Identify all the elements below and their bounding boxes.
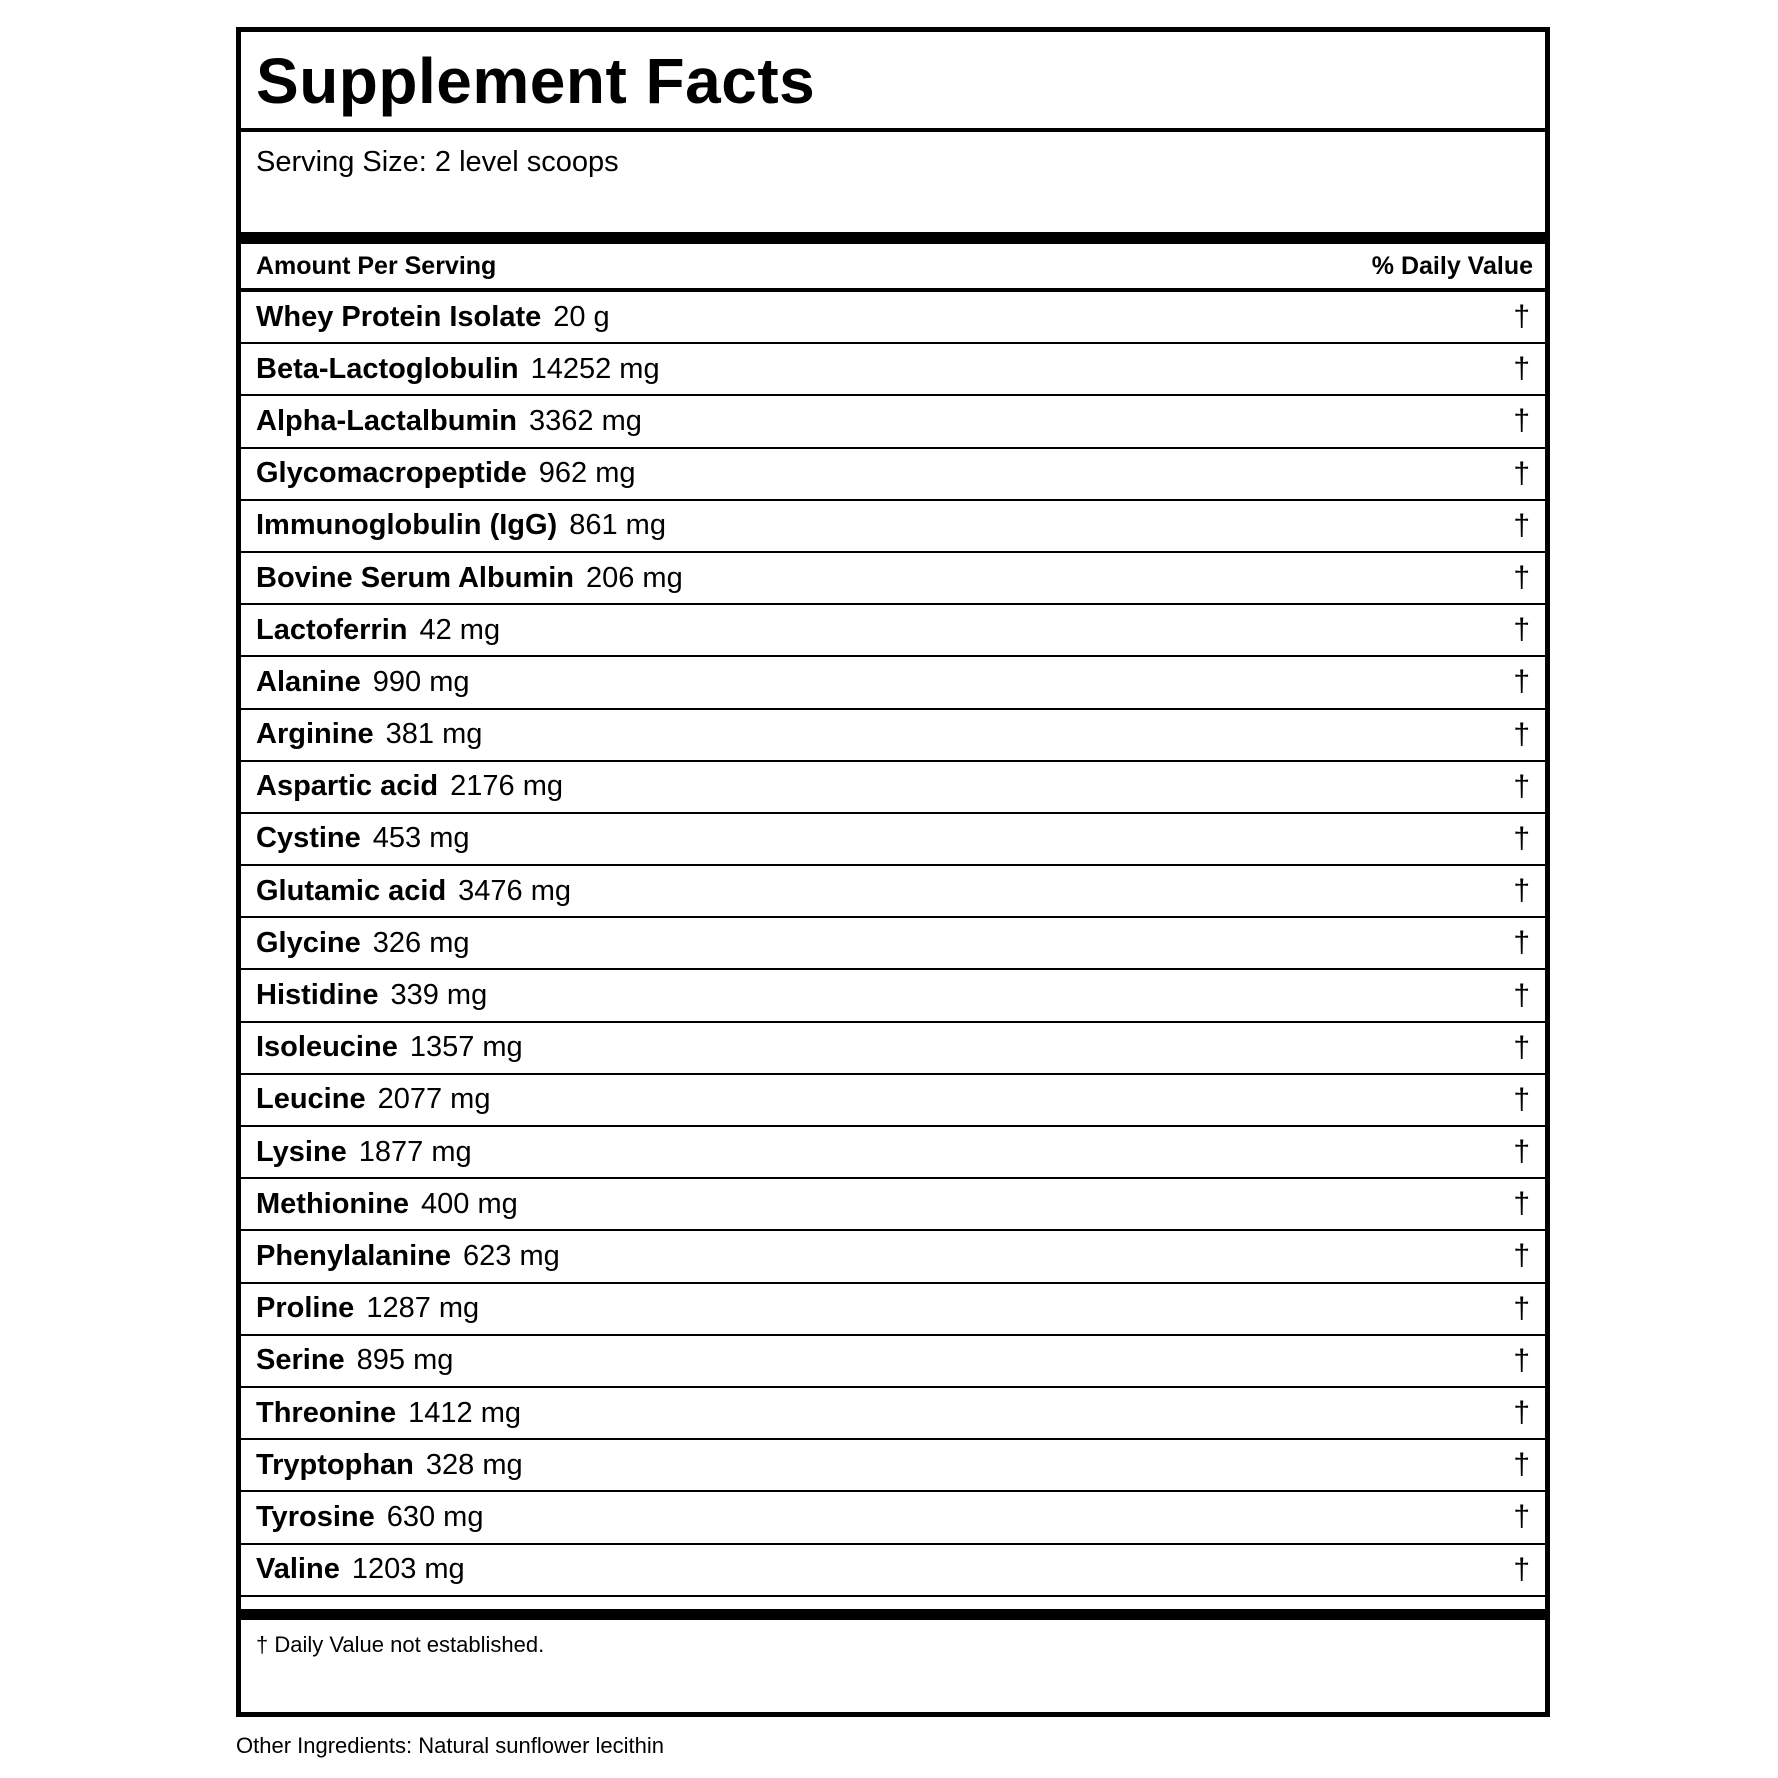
nutrient-row — [241, 449, 1545, 501]
nutrient-name: Arginine — [256, 718, 374, 751]
daily-value-dagger: † — [1513, 1500, 1530, 1534]
nutrient-label — [256, 770, 563, 803]
nutrient-label — [256, 509, 666, 542]
nutrient-label — [256, 1188, 518, 1221]
footnote: † Daily Value not established. — [256, 1631, 545, 1657]
divider-thick-top — [241, 232, 1545, 244]
daily-value-dagger: † — [1513, 1239, 1530, 1273]
daily-value-dagger: † — [1513, 1552, 1530, 1586]
other-ingredients: Other Ingredients: Natural sunflower lecithin — [236, 1733, 664, 1758]
daily-value-dagger: † — [1513, 874, 1530, 908]
nutrient-row — [241, 1492, 1545, 1544]
nutrient-row — [241, 396, 1545, 448]
daily-value-dagger: † — [1513, 717, 1530, 751]
nutrient-row — [241, 1388, 1545, 1440]
nutrient-name: Methionine — [256, 1187, 410, 1220]
nutrient-row — [241, 292, 1545, 344]
nutrient-amount: 990 mg — [372, 665, 470, 698]
nutrient-row — [241, 1336, 1545, 1388]
nutrient-amount: 339 mg — [390, 979, 488, 1012]
nutrient-name: Valine — [256, 1553, 340, 1586]
daily-value-dagger: † — [1513, 1291, 1530, 1325]
nutrient-name: Phenylalanine — [256, 1239, 452, 1272]
nutrient-row — [241, 344, 1545, 396]
daily-value-dagger: † — [1513, 1082, 1530, 1116]
daily-value-dagger: † — [1513, 1187, 1530, 1221]
amount-per-serving-header: Amount Per Serving — [256, 251, 497, 280]
nutrient-label — [256, 614, 500, 647]
supplement-facts-panel — [236, 27, 1550, 1717]
nutrient-row — [241, 553, 1545, 605]
nutrient-amount: 381 mg — [385, 718, 483, 751]
nutrient-amount: 895 mg — [356, 1344, 454, 1377]
nutrient-label — [256, 1240, 560, 1273]
daily-value-dagger: † — [1513, 352, 1530, 386]
nutrient-amount: 20 g — [553, 300, 610, 333]
spacer-row — [241, 1597, 1545, 1609]
nutrient-name: Isoleucine — [256, 1031, 398, 1064]
nutrient-name: Threonine — [256, 1396, 397, 1429]
daily-value-dagger: † — [1513, 1448, 1530, 1482]
daily-value-header: % Daily Value — [1371, 251, 1533, 280]
nutrient-amount: 2077 mg — [377, 1083, 491, 1116]
nutrient-amount: 14252 mg — [530, 352, 660, 385]
daily-value-dagger: † — [1513, 665, 1530, 699]
nutrient-name: Glycomacropeptide — [256, 457, 527, 490]
daily-value-dagger: † — [1513, 1135, 1530, 1169]
nutrient-name: Aspartic acid — [256, 770, 439, 803]
nutrient-row — [241, 1179, 1545, 1231]
nutrient-label — [256, 353, 660, 386]
nutrient-amount: 1357 mg — [409, 1031, 523, 1064]
daily-value-dagger: † — [1513, 508, 1530, 542]
nutrient-label — [256, 666, 469, 699]
nutrient-name: Immunoglobulin (IgG) — [256, 509, 558, 542]
nutrient-row — [241, 866, 1545, 918]
daily-value-dagger: † — [1513, 300, 1530, 334]
nutrient-name: Histidine — [256, 979, 379, 1012]
nutrient-label — [256, 1136, 472, 1169]
daily-value-dagger: † — [1513, 1030, 1530, 1064]
nutrient-row — [241, 918, 1545, 970]
nutrient-amount: 328 mg — [425, 1448, 523, 1481]
nutrient-amount: 3476 mg — [458, 874, 572, 907]
nutrient-label — [256, 1083, 490, 1116]
nutrient-list — [241, 292, 1545, 1597]
nutrient-amount: 861 mg — [569, 509, 666, 542]
nutrient-label — [256, 301, 610, 334]
nutrient-amount: 962 mg — [538, 457, 636, 490]
nutrient-name: Tryptophan — [256, 1448, 414, 1481]
serving-size: Serving Size: 2 level scoops — [256, 146, 619, 178]
daily-value-dagger: † — [1513, 926, 1530, 960]
daily-value-dagger: † — [1513, 613, 1530, 647]
nutrient-name: Serine — [256, 1344, 345, 1377]
nutrient-label — [256, 1449, 523, 1482]
nutrient-name: Beta-Lactoglobulin — [256, 352, 519, 385]
nutrient-label — [256, 1397, 521, 1430]
nutrient-label — [256, 927, 470, 960]
panel-title: Supplement Facts — [256, 45, 816, 117]
nutrient-amount: 3362 mg — [529, 404, 642, 437]
nutrient-amount: 1877 mg — [358, 1135, 472, 1168]
nutrient-name: Glutamic acid — [256, 874, 447, 907]
nutrient-amount: 42 mg — [419, 613, 501, 646]
nutrient-row — [241, 1075, 1545, 1127]
nutrient-label — [256, 1501, 483, 1534]
nutrient-name: Cystine — [256, 822, 361, 855]
nutrient-row — [241, 970, 1545, 1022]
nutrient-amount: 623 mg — [463, 1239, 560, 1272]
daily-value-dagger: † — [1513, 978, 1530, 1012]
nutrient-name: Alanine — [256, 665, 361, 698]
nutrient-amount: 1412 mg — [408, 1396, 522, 1429]
nutrient-amount: 326 mg — [372, 926, 470, 959]
nutrient-label — [256, 405, 642, 438]
nutrient-row — [241, 710, 1545, 762]
nutrient-row — [241, 1440, 1545, 1492]
title-row — [241, 32, 1545, 132]
nutrient-row — [241, 501, 1545, 553]
nutrient-label — [256, 1553, 465, 1586]
nutrient-label — [256, 562, 683, 595]
nutrient-label — [256, 875, 571, 908]
nutrient-name: Tyrosine — [256, 1500, 375, 1533]
divider-thick-bottom — [241, 1609, 1545, 1620]
nutrient-row — [241, 1545, 1545, 1597]
nutrient-name: Lysine — [256, 1135, 347, 1168]
nutrient-amount: 630 mg — [386, 1500, 484, 1533]
nutrient-amount: 1287 mg — [366, 1292, 480, 1325]
nutrient-label — [256, 822, 470, 855]
nutrient-name: Alpha-Lactalbumin — [256, 404, 518, 437]
nutrient-amount: 453 mg — [372, 822, 470, 855]
daily-value-dagger: † — [1513, 456, 1530, 490]
daily-value-dagger: † — [1513, 769, 1530, 803]
nutrient-name: Glycine — [256, 926, 361, 959]
nutrient-label — [256, 1344, 453, 1377]
nutrient-label — [256, 979, 487, 1012]
nutrient-row — [241, 762, 1545, 814]
daily-value-dagger: † — [1513, 561, 1530, 595]
daily-value-dagger: † — [1513, 1396, 1530, 1430]
nutrient-name: Proline — [256, 1292, 355, 1325]
nutrient-label — [256, 457, 635, 490]
daily-value-dagger: † — [1513, 821, 1530, 855]
column-header-row — [241, 244, 1545, 292]
nutrient-amount: 400 mg — [421, 1187, 518, 1220]
nutrient-row — [241, 1127, 1545, 1179]
daily-value-dagger: † — [1513, 1343, 1530, 1377]
nutrient-name: Whey Protein Isolate — [256, 300, 542, 333]
nutrient-amount: 206 mg — [585, 561, 683, 594]
nutrient-row — [241, 1284, 1545, 1336]
nutrient-amount: 2176 mg — [450, 770, 563, 803]
nutrient-label — [256, 718, 482, 751]
nutrient-amount: 1203 mg — [351, 1553, 465, 1586]
nutrient-name: Leucine — [256, 1083, 366, 1116]
nutrient-row — [241, 1023, 1545, 1075]
nutrient-label — [256, 1292, 479, 1325]
nutrient-row — [241, 814, 1545, 866]
nutrient-name: Lactoferrin — [256, 613, 408, 646]
nutrient-label — [256, 1031, 523, 1064]
nutrient-row — [241, 1231, 1545, 1283]
nutrient-name: Bovine Serum Albumin — [256, 561, 574, 594]
daily-value-dagger: † — [1513, 404, 1530, 438]
nutrient-row — [241, 657, 1545, 709]
nutrient-row — [241, 605, 1545, 657]
